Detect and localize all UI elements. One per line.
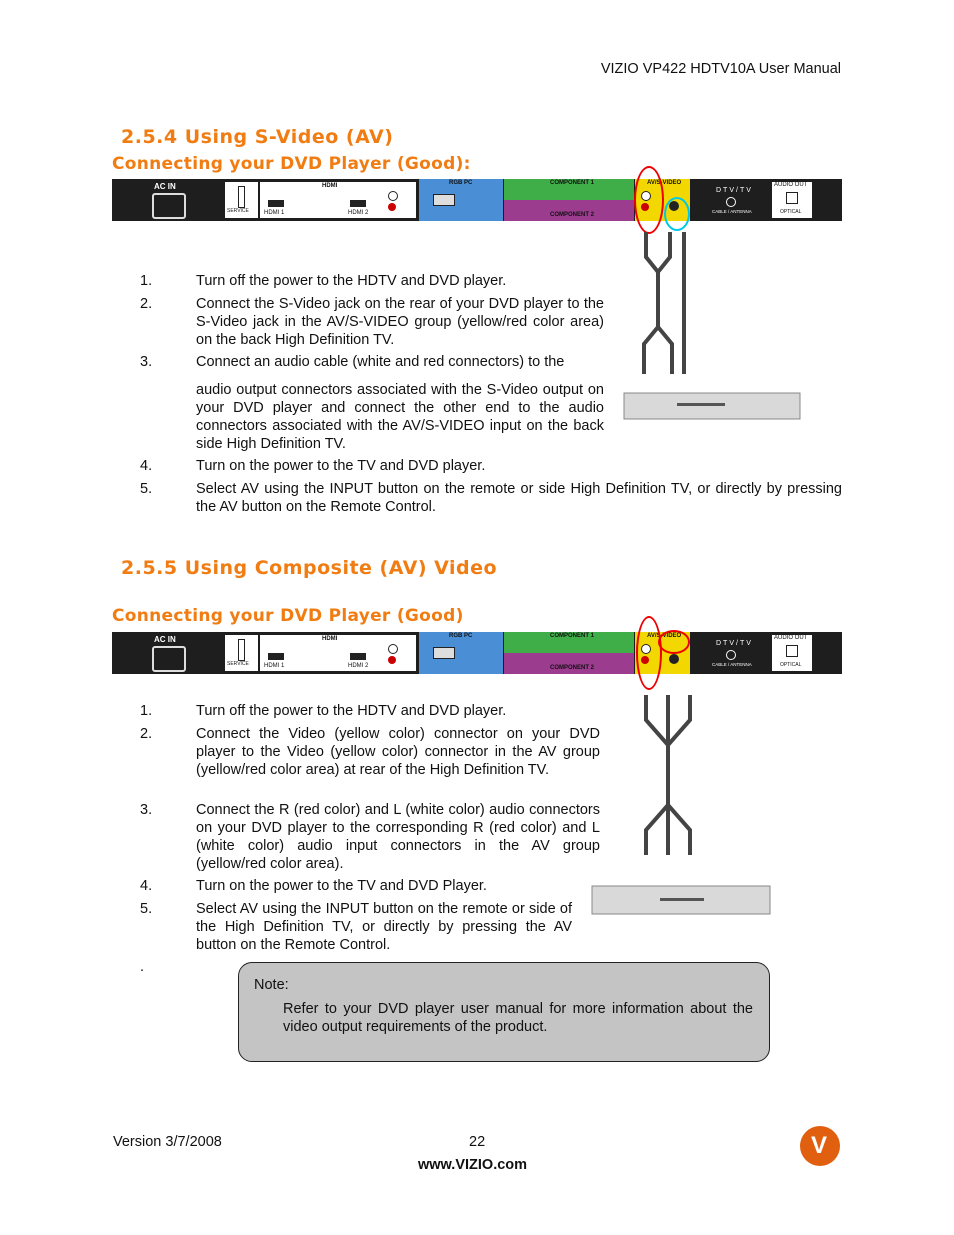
optical-port-icon [786, 192, 798, 204]
note-label: Note: [254, 977, 289, 993]
service-label: SERVICE [227, 208, 249, 214]
website-link[interactable]: www.VIZIO.com [418, 1157, 528, 1173]
hdmi2-port-icon [350, 200, 366, 207]
audio-out-block: AUDIO OUT OPTICAL [772, 635, 812, 671]
hdmi2-port-icon [350, 653, 366, 660]
highlight-red-circle [634, 166, 664, 234]
manual-title: VIZIO VP422 HDTV10A User Manual [600, 61, 841, 77]
service-port-icon [238, 186, 245, 208]
note-text: Refer to your DVD player user manual for more information about the video output requirements of the product. [283, 1001, 753, 1035]
power-socket-icon [152, 193, 186, 219]
av-svideo-block: AV/S-VIDEO [635, 179, 690, 221]
hdmi1-port-icon [268, 653, 284, 660]
service-block: SERVICE [225, 635, 258, 671]
highlight-red-circle [636, 616, 662, 690]
audio-r-jack-icon [388, 203, 396, 211]
hdmi-block: HDMI HDMI 1 HDMI 2 [260, 182, 416, 218]
audio-out-block: AUDIO OUT OPTICAL [772, 182, 812, 218]
dvd-player-illustration [590, 878, 772, 918]
audio-cable-illustration [636, 232, 696, 374]
audio-l-jack-icon [388, 191, 398, 201]
component2-block: COMPONENT 2 [504, 653, 634, 674]
service-block [225, 182, 258, 218]
version-label: Version 3/7/2008 [113, 1134, 222, 1150]
ac-in-label: AC IN [154, 182, 176, 191]
antenna-jack-icon [726, 197, 736, 207]
antenna-jack-icon [726, 650, 736, 660]
rgb-pc-block: RGB PC [419, 632, 503, 674]
section-subtitle-composite: Connecting your DVD Player (Good) [112, 606, 464, 626]
section-title-composite: 2.5.5 Using Composite (AV) Video [121, 557, 498, 579]
note-box [238, 962, 770, 1062]
audio-r-jack-icon [388, 656, 396, 664]
audio-l-jack-icon [388, 644, 398, 654]
dtv-block: DTV/TV CABLE / ANTENNA [712, 187, 753, 214]
page-number: 22 [469, 1134, 486, 1150]
vga-port-icon [433, 647, 455, 659]
dvd-player-illustration [622, 385, 802, 423]
vga-port-icon [433, 194, 455, 206]
power-socket-icon [152, 646, 186, 672]
optical-port-icon [786, 645, 798, 657]
highlight-cyan-circle [664, 197, 690, 231]
av-svideo-block: AV/S-VIDEO [635, 632, 690, 674]
rgb-pc-block: RGB PC [419, 179, 503, 221]
vizio-logo: V [800, 1126, 840, 1166]
composite-cable-illustration [640, 695, 696, 855]
highlight-red-circle [658, 630, 690, 654]
hdmi1-port-icon [268, 200, 284, 207]
service-port-icon [238, 639, 245, 661]
component1-block: COMPONENT 1 [504, 632, 634, 653]
section-subtitle-svideo: Connecting your DVD Player (Good): [112, 154, 471, 174]
hdmi-block: HDMI HDMI 1 HDMI 2 [260, 635, 416, 671]
svideo-jack-icon [669, 654, 679, 664]
dtv-block: DTV/TV CABLE / ANTENNA [712, 640, 753, 667]
component1-block: COMPONENT 1 [504, 179, 634, 200]
section-title-svideo: 2.5.4 Using S-Video (AV) [121, 126, 394, 148]
tv-rear-panel [112, 179, 842, 221]
tv-rear-panel: AC IN SERVICE HDMI HDMI 1 HDMI 2 RGB PC COMPONENT 1 COMPONENT 2 AV/S-VIDEO DTV/TV CABLE / ANTENNA AUDIO OUT OPTICAL [112, 632, 842, 674]
component2-block: COMPONENT 2 [504, 200, 634, 221]
